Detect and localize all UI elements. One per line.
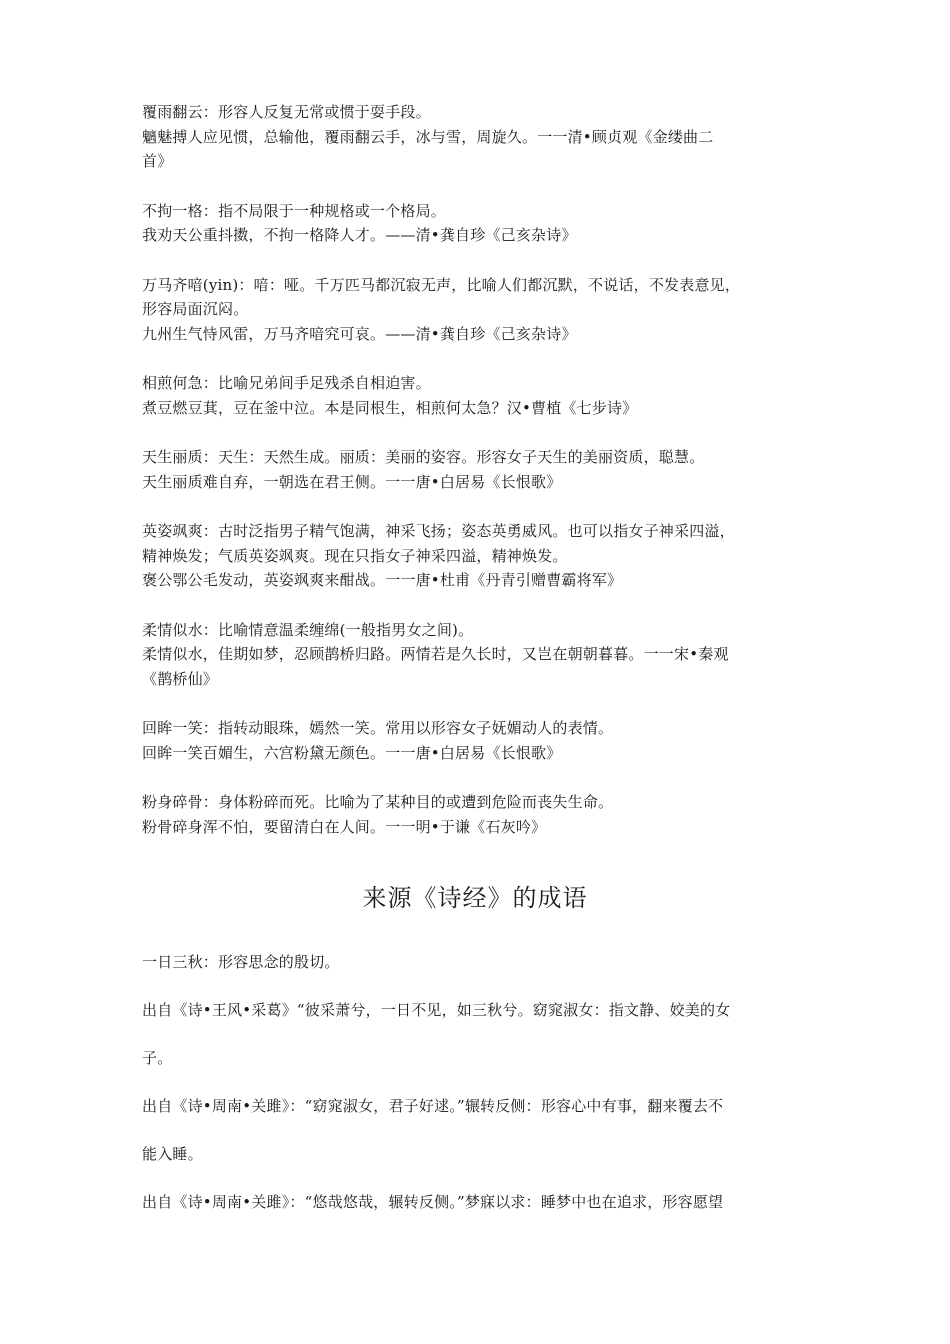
- paragraph-line: 出自《诗•王风•采葛》“彼采萧兮，一日不见，如三秋兮。窈窕淑女：指文静、姣美的女: [142, 1001, 731, 1019]
- idiom-entries: [142, 100, 812, 864]
- entry-line: 天生丽质难自弃，一朝选在君王侧。一一唐•白居易《长恨歌》: [142, 472, 562, 491]
- paragraph-line: 出自《诗•周南•关雎》：“悠哉悠哉，辗转反侧。”梦寐以求：睡梦中也在追求，形容愿望: [142, 1193, 724, 1211]
- entry-xiangjian-heji: [142, 371, 812, 420]
- entry-line: 精神焕发；气质英姿飒爽。现在只指女子神采四溢，精神焕发。: [142, 546, 568, 565]
- entry-line: 九州生气恃风雷，万马齐喑究可哀。——清•龚自珍《己亥杂诗》: [142, 324, 577, 343]
- entry-yingzi-sashuang: [142, 519, 812, 593]
- entry-fuyu-fanyun: [142, 100, 812, 174]
- entry-line: 煮豆燃豆萁，豆在釜中泣。本是同根生，相煎何太急？汉•曹植《七步诗》: [142, 398, 638, 417]
- entry-line: 天生丽质：天生：天然生成。丽质：美丽的姿容。形容女子天生的美丽资质，聪慧。: [142, 448, 705, 466]
- entry-huimou-yixiao: [142, 716, 812, 765]
- entry-line: 形容局面沉闷。: [142, 300, 249, 318]
- entry-line: 英姿飒爽：古时泛指男子精气饱满，神采飞扬；姿态英勇威风。也可以指女子神采四溢，: [142, 522, 735, 540]
- entry-line: 粉骨碎身浑不怕，要留清白在人间。一一明•于谦《石灰吟》: [142, 817, 547, 836]
- entry-tiansheng-lizhi: [142, 445, 812, 494]
- entry-line: 柔情似水：比喻情意温柔缠绵(一般指男女之间)。: [142, 620, 474, 639]
- entry-buju-yige: [142, 199, 812, 248]
- entry-line: 不拘一格：指不局限于一种规格或一个格局。: [142, 201, 447, 220]
- entry-line: 相煎何急：比喻兄弟间手足残杀自相迫害。: [142, 374, 431, 392]
- paragraph-line: 能入睡。: [142, 1145, 203, 1163]
- entry-line: 粉身碎骨：身体粉碎而死。比喻为了某种目的或遭到危险而丧失生命。: [142, 793, 614, 811]
- entry-line: 万马齐喑(yin)：喑：哑。千万匹马都沉寂无声，比喻人们都沉默，不说话，不发表意见，: [142, 275, 741, 294]
- entry-fenshen-suigu: [142, 790, 812, 839]
- entry-line: 魑魅搏人应见惯，总输他，覆雨翻云手，冰与雪，周旋久。一一清•顾贞观《金缕曲二: [142, 127, 714, 146]
- paragraph-line: 出自《诗•周南•关雎》：“窈窕淑女，君子好逑。”辗转反侧：形容心中有事，翻来覆去不: [142, 1097, 724, 1115]
- section-title: 来源《诗经》的成语: [362, 884, 588, 912]
- entry-wanma-qiyin: [142, 273, 812, 347]
- shijing-idioms: [142, 950, 814, 1238]
- entry-rouqing-sishui: [142, 618, 812, 692]
- entry-line: 柔情似水，佳期如梦，忍顾鹊桥归路。两情若是久长时，又岂在朝朝暮暮。一一宋•秦观: [142, 645, 729, 663]
- entry-line: 首》: [142, 152, 173, 170]
- paragraph-line: 子。: [142, 1049, 173, 1067]
- paragraph-line: 一日三秋：形容思念的殷切。: [142, 953, 340, 971]
- entry-line: 褒公鄂公毛发动，英姿飒爽来酣战。一一唐•杜甫《丹青引赠曹霸将军》: [142, 571, 623, 589]
- entry-line: 回眸一笑：指转动眼珠，嫣然一笑。常用以形容女子妩媚动人的表情。: [142, 719, 614, 737]
- entry-line: 《鹊桥仙》: [142, 669, 219, 688]
- entry-line: 回眸一笑百媚生，六宫粉黛无颜色。一一唐•白居易《长恨歌》: [142, 743, 562, 762]
- entry-line: 覆雨翻云：形容人反复无常或惯于耍手段。: [142, 103, 431, 121]
- entry-line: 我劝天公重抖擞，不拘一格降人才。——清•龚自珍《己亥杂诗》: [142, 226, 577, 244]
